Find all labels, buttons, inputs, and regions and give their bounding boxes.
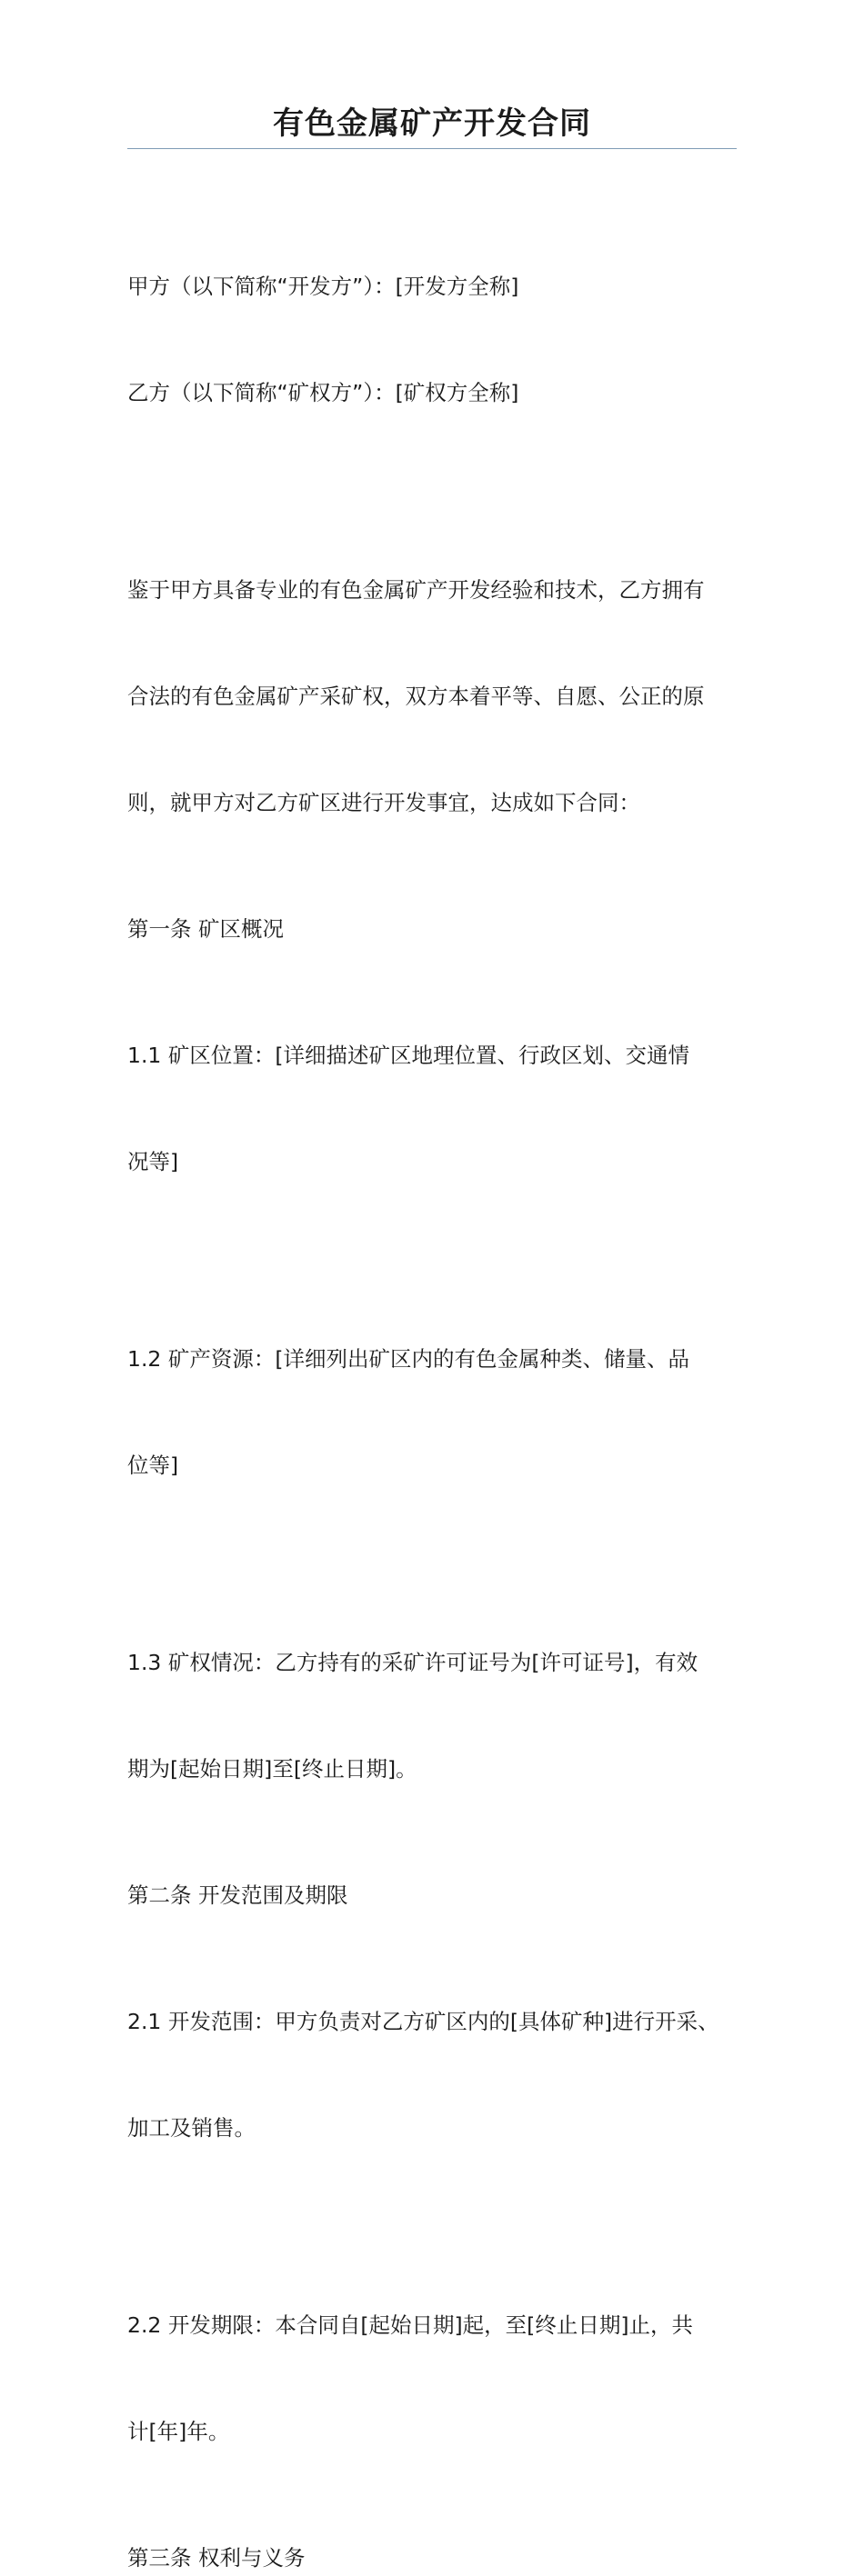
document-body — [127, 198, 738, 2576]
article-2-heading: 第二条 开发范围及期限 — [127, 1882, 348, 1908]
clause-line: 期为[起始日期]至[终止日期]。 — [127, 1756, 417, 1782]
clause-2-1 — [127, 1933, 738, 2217]
clause-line: 2.2 开发期限：本合同自[起始日期]起，至[终止日期]止，共 — [127, 2312, 694, 2338]
clause-line: 计[年]年。 — [127, 2419, 230, 2444]
parties-block — [127, 198, 738, 482]
clause-line: 位等] — [127, 1453, 179, 1478]
article-3-heading: 第三条 权利与义务 — [127, 2545, 306, 2571]
party-b-line: 乙方（以下简称“矿权方”）：[矿权方全称] — [127, 380, 519, 405]
clause-1-3 — [127, 1574, 738, 1858]
party-a-line: 甲方（以下简称“开发方”）：[开发方全称] — [127, 274, 519, 299]
article-1-heading: 第一条 矿区概况 — [127, 916, 284, 942]
clause-line: 1.3 矿权情况：乙方持有的采矿许可证号为[许可证号]，有效 — [127, 1650, 698, 1675]
document-title: 有色金属矿产开发合同 — [273, 105, 591, 142]
clause-line: 况等] — [127, 1149, 179, 1174]
preamble-line: 鉴于甲方具备专业的有色金属矿产开发经验和技术，乙方拥有 — [127, 577, 705, 603]
clause-line: 1.1 矿区位置：[详细描述矿区地理位置、行政区划、交通情 — [127, 1043, 690, 1068]
clause-line: 2.1 开发范围：甲方负责对乙方矿区内的[具体矿种]进行开采、 — [127, 2009, 719, 2034]
clause-1-2 — [127, 1271, 738, 1554]
clause-2-2 — [127, 2237, 738, 2521]
clause-1-1 — [127, 967, 738, 1251]
clause-line: 1.2 矿产资源：[详细列出矿区内的有色金属种类、储量、品 — [127, 1346, 690, 1372]
preamble-line: 则，就甲方对乙方矿区进行开发事宜，达成如下合同： — [127, 790, 640, 815]
title-underline — [127, 148, 737, 149]
preamble-line: 合法的有色金属矿产采矿权，双方本着平等、自愿、公正的原 — [127, 684, 705, 709]
preamble-paragraph — [127, 502, 738, 892]
clause-line: 加工及销售。 — [127, 2115, 256, 2141]
